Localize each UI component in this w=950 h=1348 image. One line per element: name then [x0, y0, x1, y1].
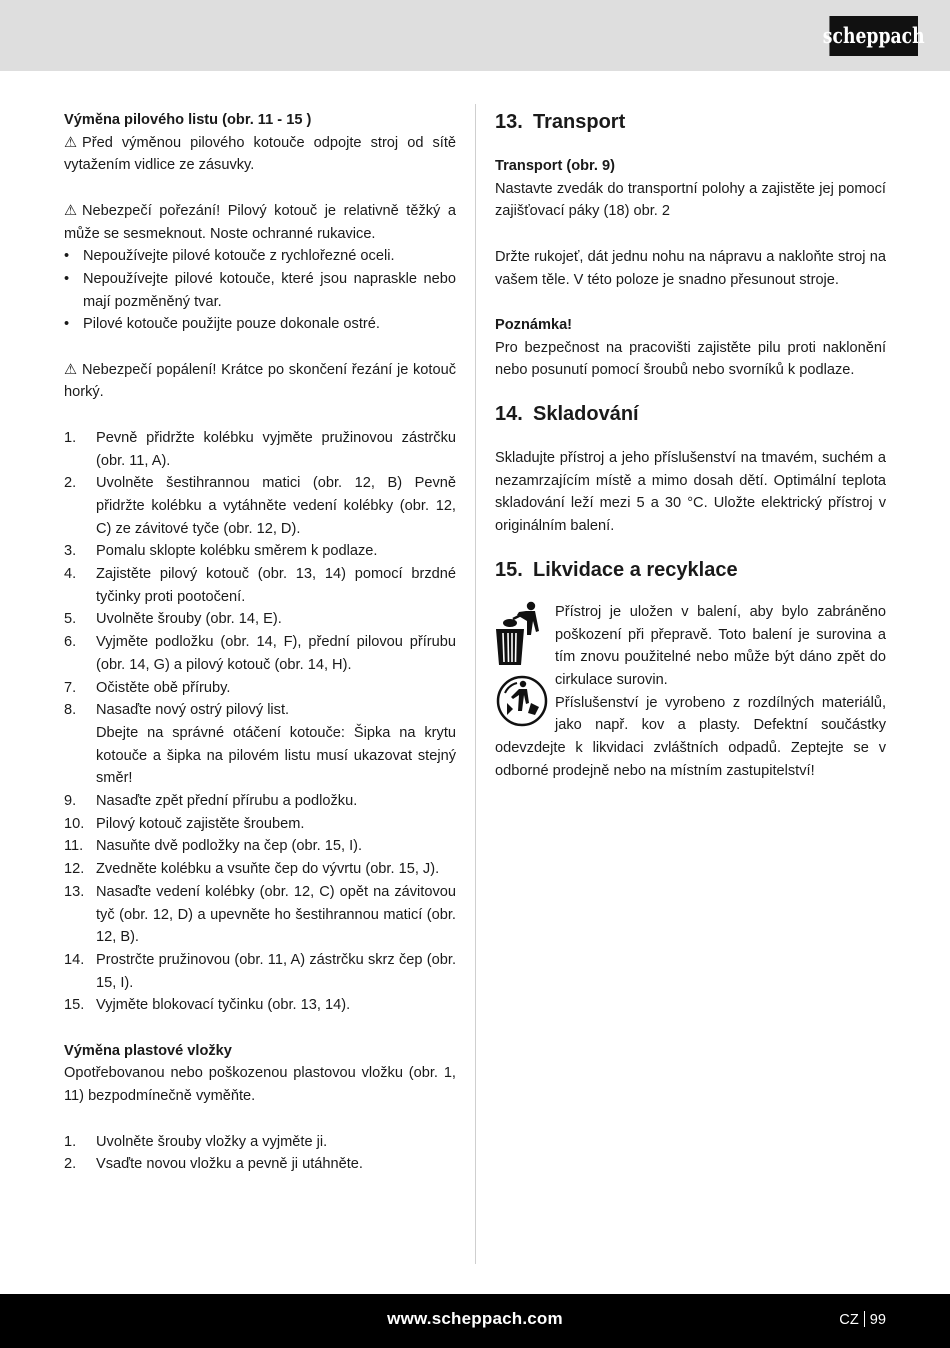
footer-url[interactable]: www.scheppach.com	[387, 1309, 563, 1328]
step-item: 12. Zvedněte kolébku a vsuňte čep do vývrtu (obr. 15, J).	[64, 861, 440, 878]
footer-bar	[0, 1294, 950, 1348]
rotation-note: Dbejte na správné otáčení kotouče: Šipka na krytu kotouče a šipka na pilovém listu musí ukazovat stejný směr!	[96, 724, 456, 787]
right-column	[495, 109, 886, 782]
transport-paragraph: Držte rukojeť, dát jednu nohu na nápravu a nakloňte stroj na vašem těle. V této poloze je snadno přesunout stroje.	[495, 248, 886, 288]
insert-steps	[64, 1131, 456, 1176]
burn-warning: ⚠ Nebezpečí popálení! Krátce po skončení řezání je kotouč horký.	[64, 359, 456, 404]
section-title-plastic-insert: Výměna plastové vložky	[64, 1042, 232, 1059]
step-item: 5. Uvolněte šrouby (obr. 14, E).	[64, 611, 282, 628]
trash-bin-person-icon	[495, 601, 549, 669]
note-paragraph: Pro bezpečnost na pracovišti zajistěte pilu proti naklonění nebo posunutí pomocí šroubů nebo svorníků k podlaze.	[495, 339, 886, 379]
note-title: Poznámka!	[495, 316, 573, 333]
disposal-icons	[495, 601, 555, 737]
header-bar	[0, 0, 950, 71]
step-item: 4. Zajistěte pilový kotouč (obr. 13, 14) pomocí brzdné tyčinky proti pootočení.	[64, 566, 456, 605]
left-column	[64, 109, 456, 1176]
disposal-block	[495, 601, 886, 783]
step-item: 6. Vyjměte podložku (obr. 14, F), přední pilovou přírubu (obr. 14, G) a pilový kotouč (obr. 14, H).	[64, 634, 456, 673]
recycling-icon	[495, 673, 549, 729]
step-item: 1. Pevně přidržte kolébku vyjměte pružinovou zástrčku (obr. 11, A).	[64, 429, 456, 469]
step-item: 9. Nasaďte zpět přední přírubu a podložku.	[64, 793, 358, 810]
step-item: 3. Pomalu sklopte kolébku směrem k podlaze.	[64, 543, 378, 560]
blade-steps	[64, 427, 456, 1017]
step-item: 13. Nasaďte vedení kolébky (obr. 12, C) opět na závitovou tyč (obr. 12, D) a upevněte ho šestihrannou maticí (obr. 12, B).	[64, 883, 456, 946]
blade-bullets	[64, 245, 456, 336]
step-item: 7. Očistěte obě příruby.	[64, 679, 231, 696]
language-code: CZ	[839, 1312, 859, 1328]
step-item: 14. Prostrčte pružinovou (obr. 11, A) zástrčku skrz čep (obr. 15, I).	[64, 951, 456, 991]
step-item: 8. Nasaďte nový ostrý pilový list. Dbejte na správné otáčení kotouče: Šipka na krytu kotouče a šipka na pilovém listu musí ukazovat stejný směr!	[64, 702, 456, 787]
step-item: 1. Uvolněte šrouby vložky a vyjměte ji.	[64, 1133, 328, 1150]
page-info	[839, 1309, 886, 1332]
storage-paragraph: Skladujte přístroj a jeho příslušenství na tmavém, suchém a nezamrzajícím místě a mimo dosah dětí. Optimální teplota skladování leží mezi 5 a 30 °C. Uložte elektrický přístroj v originálním balení.	[495, 450, 886, 535]
warning-triangle-icon: ⚠	[64, 134, 78, 151]
warning-triangle-icon: ⚠	[64, 202, 78, 219]
warning-triangle-icon: ⚠	[64, 361, 78, 378]
disposal-paragraph: Příslušenství je vyrobeno z rozdílných materiálů, jako např. kov a plasty. Defektní součástky odevzdejte k likvidaci zvláštních odpadů. Zeptejte se v odborné prodejně nebo na místním zastupitelství!	[495, 694, 886, 779]
column-divider	[475, 104, 476, 1264]
cut-warning: ⚠ Nebezpečí pořezání! Pilový kotouč je relativně těžký a může se sesmeknout. Noste ochranné rukavice.	[64, 200, 456, 245]
step-item: 15. Vyjměte blokovací tyčinku (obr. 13, 14).	[64, 997, 351, 1014]
plastic-insert-intro: Opotřebovanou nebo poškozenou plastovou vložku (obr. 1, 11) bezpodmínečně vyměňte.	[64, 1065, 456, 1105]
bullet-item: • Pilové kotouče použijte pouze dokonale ostré.	[64, 316, 380, 333]
intro-warning: ⚠ Před výměnou pilového kotouče odpojte stroj od sítě vytažením vidlice ze zásuvky.	[64, 132, 456, 177]
disposal-paragraph: Přístroj je uložen v balení, aby bylo zabráněno poškození při přepravě. Toto balení je surovina a tím znovu použitelné nebo může být dáno zpět do cirkulace surovin.	[555, 603, 886, 688]
heading-disposal: 15. Likvidace a recyklace	[495, 558, 738, 581]
section-title-replace-blade: Výměna pilového listu (obr. 11 - 15 )	[64, 112, 312, 128]
bullet-item: • Nepoužívejte pilové kotouče, které jsou napraskle nebo mají pozměněný tvar.	[64, 270, 456, 310]
transport-paragraph: Nastavte zvedák do transportní polohy a zajistěte jej pomocí zajišťovací páky (18) obr. 2	[495, 180, 886, 220]
transport-subtitle: Transport (obr. 9)	[495, 158, 616, 174]
step-item: 10. Pilový kotouč zajistěte šroubem.	[64, 815, 305, 832]
step-item: 2. Vsaďte novou vložku a pevně ji utáhněte.	[64, 1156, 363, 1173]
heading-storage: 14. Skladování	[495, 403, 639, 425]
brand-logo: scheppach	[829, 16, 918, 56]
page-number: 99	[869, 1312, 886, 1328]
heading-transport: 13. Transport	[495, 111, 626, 133]
step-item: 2. Uvolněte šestihrannou matici (obr. 12, B) Pevně přidržte kolébku a vytáhněte vedení kolébky (obr. 12, C) ze závitové tyče (obr. 12, D).	[64, 475, 456, 537]
bullet-item: • Nepoužívejte pilové kotouče z rychlořezné oceli.	[64, 248, 395, 265]
step-item: 11. Nasuňte dvě podložky na čep (obr. 15, I).	[64, 838, 363, 855]
